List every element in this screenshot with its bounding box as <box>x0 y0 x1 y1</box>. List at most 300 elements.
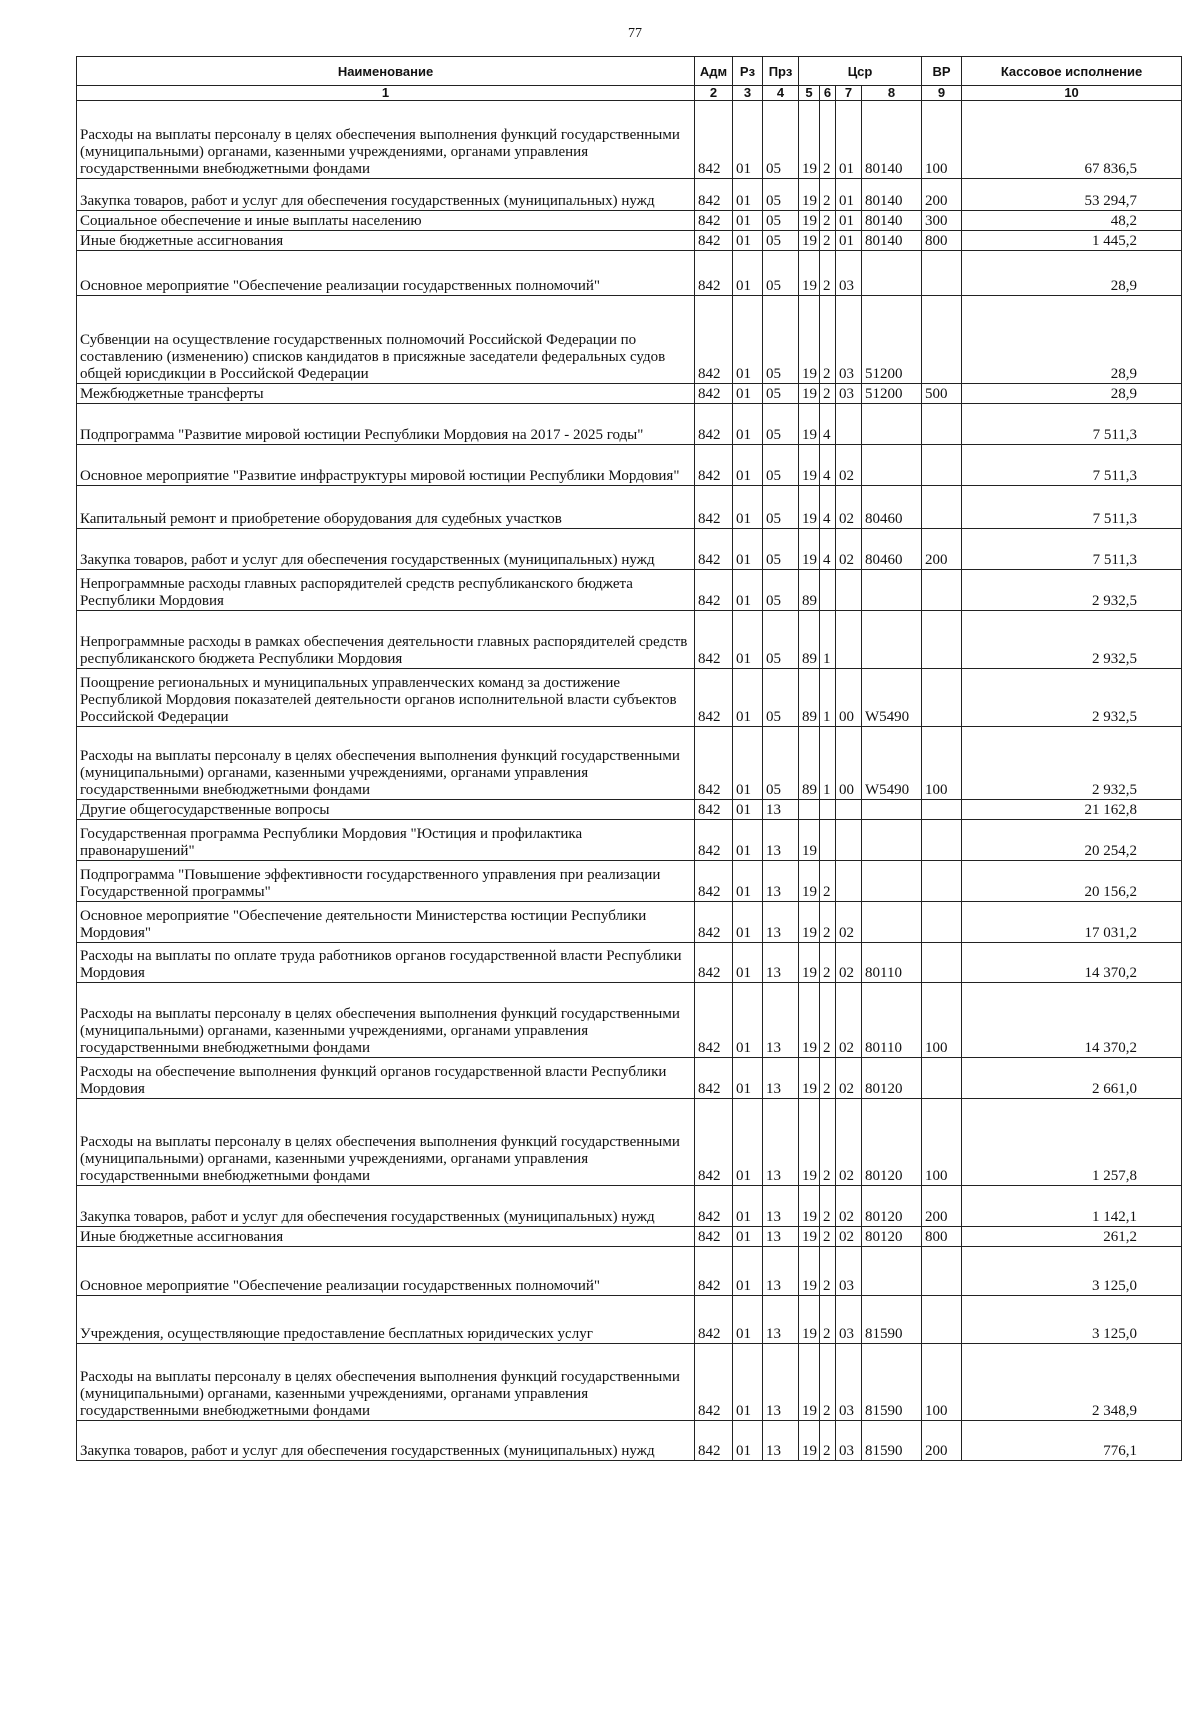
cell-c2 <box>820 800 836 820</box>
column-number: 10 <box>962 86 1182 101</box>
column-number: 3 <box>733 86 763 101</box>
cell-c2: 2 <box>820 1186 836 1227</box>
cell-rz: 01 <box>733 570 763 611</box>
cell-adm: 842 <box>695 1058 733 1099</box>
cell-name: Иные бюджетные ассигнования <box>77 1227 695 1247</box>
cell-vr <box>922 1058 962 1099</box>
cell-amount: 53 294,7 <box>962 179 1182 211</box>
cell-c3: 03 <box>836 1247 862 1296</box>
cell-c1: 19 <box>799 179 820 211</box>
cell-prz: 05 <box>763 486 799 529</box>
cell-c4: 80140 <box>862 231 922 251</box>
cell-name: Межбюджетные трансферты <box>77 384 695 404</box>
table-row <box>77 384 1182 404</box>
cell-c2: 2 <box>820 1296 836 1344</box>
cell-rz: 01 <box>733 211 763 231</box>
cell-name: Расходы на выплаты персоналу в целях обеспечения выполнения функций государственными (муниципальными) органами, казенными учреждениями, органами управления государственными внебюджетными фондами <box>77 727 695 800</box>
cell-adm: 842 <box>695 384 733 404</box>
cell-amount: 7 511,3 <box>962 529 1182 570</box>
cell-c3: 02 <box>836 1227 862 1247</box>
cell-prz: 05 <box>763 570 799 611</box>
cell-c2: 2 <box>820 1227 836 1247</box>
cell-adm: 842 <box>695 179 733 211</box>
cell-c3: 01 <box>836 179 862 211</box>
cell-c3: 03 <box>836 1344 862 1421</box>
cell-c3 <box>836 800 862 820</box>
cell-rz: 01 <box>733 486 763 529</box>
cell-c3: 02 <box>836 1099 862 1186</box>
cell-vr: 800 <box>922 231 962 251</box>
table-row <box>77 404 1182 445</box>
cell-vr <box>922 611 962 669</box>
cell-vr: 800 <box>922 1227 962 1247</box>
cell-prz: 13 <box>763 1296 799 1344</box>
cell-adm: 842 <box>695 611 733 669</box>
cell-c3: 02 <box>836 486 862 529</box>
cell-c1: 19 <box>799 1099 820 1186</box>
column-number: 2 <box>695 86 733 101</box>
cell-c2: 2 <box>820 861 836 902</box>
cell-name: Поощрение региональных и муниципальных управленческих команд за достижение Республикой Мордовия показателей деятельности органов исполнительной власти субъектов Российской Федерации <box>77 669 695 727</box>
cell-c3: 02 <box>836 983 862 1058</box>
table-row <box>77 1421 1182 1461</box>
cell-c4: 80120 <box>862 1227 922 1247</box>
cell-c3: 03 <box>836 251 862 296</box>
cell-amount: 3 125,0 <box>962 1247 1182 1296</box>
cell-rz: 01 <box>733 296 763 384</box>
cell-name: Закупка товаров, работ и услуг для обеспечения государственных (муниципальных) нужд <box>77 179 695 211</box>
cell-name: Капитальный ремонт и приобретение оборудования для судебных участков <box>77 486 695 529</box>
cell-vr <box>922 669 962 727</box>
cell-c1: 19 <box>799 296 820 384</box>
cell-rz: 01 <box>733 861 763 902</box>
cell-vr: 200 <box>922 179 962 211</box>
column-number: 7 <box>836 86 862 101</box>
column-number: 5 <box>799 86 820 101</box>
header-adm: Адм <box>695 57 733 86</box>
column-number: 4 <box>763 86 799 101</box>
cell-amount: 2 661,0 <box>962 1058 1182 1099</box>
cell-c2: 4 <box>820 445 836 486</box>
table-row <box>77 800 1182 820</box>
cell-adm: 842 <box>695 943 733 983</box>
table-row <box>77 570 1182 611</box>
cell-c1: 89 <box>799 570 820 611</box>
cell-c2: 2 <box>820 943 836 983</box>
cell-vr <box>922 943 962 983</box>
cell-adm: 842 <box>695 101 733 179</box>
cell-amount: 3 125,0 <box>962 1296 1182 1344</box>
cell-prz: 05 <box>763 445 799 486</box>
cell-adm: 842 <box>695 902 733 943</box>
cell-c3: 00 <box>836 727 862 800</box>
cell-amount: 28,9 <box>962 296 1182 384</box>
cell-c1: 19 <box>799 445 820 486</box>
cell-amount: 67 836,5 <box>962 101 1182 179</box>
cell-rz: 01 <box>733 1344 763 1421</box>
cell-vr: 100 <box>922 1344 962 1421</box>
cell-c4: 80110 <box>862 983 922 1058</box>
cell-c2: 2 <box>820 211 836 231</box>
cell-c4 <box>862 861 922 902</box>
cell-c4: 80140 <box>862 211 922 231</box>
cell-c1: 19 <box>799 1227 820 1247</box>
cell-c3: 03 <box>836 296 862 384</box>
cell-rz: 01 <box>733 1099 763 1186</box>
cell-amount: 2 348,9 <box>962 1344 1182 1421</box>
cell-vr: 100 <box>922 727 962 800</box>
cell-c1: 19 <box>799 820 820 861</box>
cell-adm: 842 <box>695 296 733 384</box>
cell-c4 <box>862 251 922 296</box>
cell-c2 <box>820 570 836 611</box>
table-row <box>77 820 1182 861</box>
cell-rz: 01 <box>733 101 763 179</box>
cell-adm: 842 <box>695 727 733 800</box>
cell-name: Расходы на выплаты персоналу в целях обеспечения выполнения функций государственными (муниципальными) органами, казенными учреждениями, органами управления государственными внебюджетными фондами <box>77 101 695 179</box>
cell-c2: 2 <box>820 1344 836 1421</box>
cell-c4: 81590 <box>862 1421 922 1461</box>
cell-c1: 19 <box>799 486 820 529</box>
cell-prz: 05 <box>763 384 799 404</box>
cell-prz: 13 <box>763 902 799 943</box>
column-number: 6 <box>820 86 836 101</box>
table-body <box>77 101 1182 1461</box>
cell-amount: 776,1 <box>962 1421 1182 1461</box>
cell-vr <box>922 902 962 943</box>
cell-c4 <box>862 570 922 611</box>
cell-c3: 01 <box>836 211 862 231</box>
header-vr: ВР <box>922 57 962 86</box>
cell-amount: 7 511,3 <box>962 404 1182 445</box>
cell-c1: 19 <box>799 384 820 404</box>
column-numbers-row <box>77 86 1182 101</box>
cell-c4 <box>862 1247 922 1296</box>
cell-c4: 80120 <box>862 1058 922 1099</box>
cell-c3 <box>836 570 862 611</box>
cell-rz: 01 <box>733 1058 763 1099</box>
cell-vr <box>922 486 962 529</box>
cell-c4 <box>862 800 922 820</box>
cell-prz: 13 <box>763 1099 799 1186</box>
cell-vr: 100 <box>922 983 962 1058</box>
cell-vr: 100 <box>922 101 962 179</box>
cell-c4 <box>862 445 922 486</box>
cell-name: Расходы на выплаты персоналу в целях обеспечения выполнения функций государственными (муниципальными) органами, казенными учреждениями, органами управления государственными внебюджетными фондами <box>77 983 695 1058</box>
cell-vr <box>922 861 962 902</box>
cell-c1: 19 <box>799 1421 820 1461</box>
cell-adm: 842 <box>695 404 733 445</box>
table-row <box>77 1344 1182 1421</box>
cell-name: Основное мероприятие "Обеспечение реализации государственных полномочий" <box>77 251 695 296</box>
cell-prz: 05 <box>763 101 799 179</box>
cell-c3: 02 <box>836 445 862 486</box>
cell-c3: 03 <box>836 1421 862 1461</box>
cell-rz: 01 <box>733 1186 763 1227</box>
cell-prz: 13 <box>763 1247 799 1296</box>
cell-prz: 05 <box>763 611 799 669</box>
cell-c1: 89 <box>799 727 820 800</box>
cell-c2: 4 <box>820 529 836 570</box>
cell-c2 <box>820 820 836 861</box>
cell-adm: 842 <box>695 445 733 486</box>
cell-c2: 2 <box>820 179 836 211</box>
cell-c4: W5490 <box>862 727 922 800</box>
column-number: 9 <box>922 86 962 101</box>
cell-name: Иные бюджетные ассигнования <box>77 231 695 251</box>
cell-prz: 13 <box>763 983 799 1058</box>
cell-prz: 05 <box>763 211 799 231</box>
column-number: 8 <box>862 86 922 101</box>
cell-c4: 80140 <box>862 179 922 211</box>
cell-prz: 13 <box>763 820 799 861</box>
cell-vr: 300 <box>922 211 962 231</box>
cell-c3 <box>836 820 862 861</box>
cell-c3 <box>836 861 862 902</box>
cell-vr <box>922 1296 962 1344</box>
cell-adm: 842 <box>695 1421 733 1461</box>
cell-c1: 89 <box>799 669 820 727</box>
table-row <box>77 1058 1182 1099</box>
table-row <box>77 101 1182 179</box>
cell-vr <box>922 445 962 486</box>
cell-adm: 842 <box>695 861 733 902</box>
cell-vr <box>922 570 962 611</box>
cell-rz: 01 <box>733 902 763 943</box>
table-row <box>77 529 1182 570</box>
cell-amount: 20 156,2 <box>962 861 1182 902</box>
cell-amount: 261,2 <box>962 1227 1182 1247</box>
cell-amount: 2 932,5 <box>962 570 1182 611</box>
cell-amount: 2 932,5 <box>962 669 1182 727</box>
table-row <box>77 669 1182 727</box>
page-number: 77 <box>628 26 642 41</box>
cell-rz: 01 <box>733 1296 763 1344</box>
cell-rz: 01 <box>733 820 763 861</box>
cell-c1: 19 <box>799 101 820 179</box>
cell-c2: 2 <box>820 251 836 296</box>
cell-vr: 200 <box>922 1186 962 1227</box>
cell-prz: 13 <box>763 943 799 983</box>
cell-amount: 17 031,2 <box>962 902 1182 943</box>
table-row <box>77 611 1182 669</box>
cell-c1: 19 <box>799 1344 820 1421</box>
cell-c3: 02 <box>836 943 862 983</box>
table-row <box>77 179 1182 211</box>
cell-c1: 19 <box>799 861 820 902</box>
cell-rz: 01 <box>733 983 763 1058</box>
cell-name: Закупка товаров, работ и услуг для обеспечения государственных (муниципальных) нужд <box>77 529 695 570</box>
cell-prz: 13 <box>763 800 799 820</box>
cell-name: Расходы на выплаты персоналу в целях обеспечения выполнения функций государственными (муниципальными) органами, казенными учреждениями, органами управления государственными внебюджетными фондами <box>77 1099 695 1186</box>
cell-adm: 842 <box>695 1344 733 1421</box>
cell-rz: 01 <box>733 231 763 251</box>
budget-table <box>76 56 1182 1461</box>
cell-c2: 2 <box>820 1099 836 1186</box>
table-row <box>77 902 1182 943</box>
cell-c3: 00 <box>836 669 862 727</box>
cell-c2: 4 <box>820 404 836 445</box>
cell-rz: 01 <box>733 529 763 570</box>
cell-vr <box>922 404 962 445</box>
cell-c1: 19 <box>799 251 820 296</box>
header-rz: Рз <box>733 57 763 86</box>
cell-c4 <box>862 404 922 445</box>
header-prz: Прз <box>763 57 799 86</box>
cell-vr <box>922 1247 962 1296</box>
cell-c1: 19 <box>799 404 820 445</box>
cell-adm: 842 <box>695 1247 733 1296</box>
cell-prz: 05 <box>763 727 799 800</box>
table-row <box>77 861 1182 902</box>
header-row <box>77 57 1182 86</box>
cell-amount: 1 142,1 <box>962 1186 1182 1227</box>
table-row <box>77 251 1182 296</box>
cell-adm: 842 <box>695 570 733 611</box>
cell-c1: 19 <box>799 983 820 1058</box>
cell-c2: 4 <box>820 486 836 529</box>
cell-c1: 19 <box>799 1247 820 1296</box>
cell-amount: 48,2 <box>962 211 1182 231</box>
cell-c3: 01 <box>836 231 862 251</box>
cell-rz: 01 <box>733 179 763 211</box>
cell-vr <box>922 820 962 861</box>
cell-c3: 02 <box>836 529 862 570</box>
cell-adm: 842 <box>695 800 733 820</box>
cell-amount: 14 370,2 <box>962 983 1182 1058</box>
cell-c2: 2 <box>820 1058 836 1099</box>
cell-amount: 1 445,2 <box>962 231 1182 251</box>
cell-c3: 02 <box>836 1058 862 1099</box>
cell-amount: 7 511,3 <box>962 445 1182 486</box>
cell-c4: 51200 <box>862 384 922 404</box>
cell-rz: 01 <box>733 445 763 486</box>
cell-c4: 80140 <box>862 101 922 179</box>
cell-c1: 19 <box>799 943 820 983</box>
cell-amount: 21 162,8 <box>962 800 1182 820</box>
cell-prz: 13 <box>763 861 799 902</box>
cell-c4: 80460 <box>862 529 922 570</box>
header-amount: Кассовое исполнение <box>962 57 1182 86</box>
table-row <box>77 211 1182 231</box>
cell-rz: 01 <box>733 943 763 983</box>
table-row <box>77 727 1182 800</box>
cell-c1: 19 <box>799 231 820 251</box>
cell-c1: 19 <box>799 211 820 231</box>
cell-c1: 19 <box>799 529 820 570</box>
cell-name: Подпрограмма "Повышение эффективности государственного управления при реализации Государственной программы" <box>77 861 695 902</box>
cell-adm: 842 <box>695 669 733 727</box>
cell-amount: 2 932,5 <box>962 611 1182 669</box>
cell-vr: 200 <box>922 529 962 570</box>
cell-name: Закупка товаров, работ и услуг для обеспечения государственных (муниципальных) нужд <box>77 1421 695 1461</box>
table-row <box>77 296 1182 384</box>
header-csr: Цср <box>799 57 922 86</box>
table-row <box>77 445 1182 486</box>
cell-name: Государственная программа Республики Мордовия "Юстиция и профилактика правонарушений" <box>77 820 695 861</box>
cell-c1: 19 <box>799 1058 820 1099</box>
cell-adm: 842 <box>695 820 733 861</box>
cell-name: Расходы на выплаты персоналу в целях обеспечения выполнения функций государственными (муниципальными) органами, казенными учреждениями, органами управления государственными внебюджетными фондами <box>77 1344 695 1421</box>
table-row <box>77 1247 1182 1296</box>
cell-adm: 842 <box>695 1296 733 1344</box>
cell-prz: 05 <box>763 669 799 727</box>
cell-name: Учреждения, осуществляющие предоставление бесплатных юридических услуг <box>77 1296 695 1344</box>
cell-name: Основное мероприятие "Обеспечение реализации государственных полномочий" <box>77 1247 695 1296</box>
cell-name: Основное мероприятие "Развитие инфраструктуры мировой юстиции Республики Мордовия" <box>77 445 695 486</box>
cell-c4 <box>862 902 922 943</box>
cell-c3: 02 <box>836 1186 862 1227</box>
cell-c2: 2 <box>820 902 836 943</box>
cell-name: Непрограммные расходы в рамках обеспечения деятельности главных распорядителей средств республиканского бюджета Республики Мордовия <box>77 611 695 669</box>
cell-c4: 80110 <box>862 943 922 983</box>
cell-c4: 81590 <box>862 1296 922 1344</box>
cell-prz: 05 <box>763 231 799 251</box>
cell-c2: 2 <box>820 296 836 384</box>
cell-amount: 1 257,8 <box>962 1099 1182 1186</box>
cell-amount: 7 511,3 <box>962 486 1182 529</box>
cell-c4: 80460 <box>862 486 922 529</box>
cell-prz: 13 <box>763 1227 799 1247</box>
cell-c1: 19 <box>799 1186 820 1227</box>
cell-c3: 03 <box>836 384 862 404</box>
cell-adm: 842 <box>695 251 733 296</box>
cell-prz: 05 <box>763 179 799 211</box>
cell-prz: 13 <box>763 1344 799 1421</box>
cell-c2: 1 <box>820 669 836 727</box>
cell-c1: 89 <box>799 611 820 669</box>
table-row <box>77 983 1182 1058</box>
cell-c2: 2 <box>820 101 836 179</box>
cell-c2: 1 <box>820 611 836 669</box>
cell-vr <box>922 251 962 296</box>
table-row <box>77 1099 1182 1186</box>
cell-c2: 1 <box>820 727 836 800</box>
cell-adm: 842 <box>695 231 733 251</box>
cell-c3 <box>836 611 862 669</box>
cell-amount: 2 932,5 <box>962 727 1182 800</box>
cell-prz: 05 <box>763 529 799 570</box>
cell-prz: 05 <box>763 296 799 384</box>
budget-table-container <box>76 56 1181 1461</box>
cell-adm: 842 <box>695 211 733 231</box>
cell-adm: 842 <box>695 486 733 529</box>
cell-adm: 842 <box>695 529 733 570</box>
cell-amount: 28,9 <box>962 251 1182 296</box>
cell-adm: 842 <box>695 983 733 1058</box>
cell-amount: 14 370,2 <box>962 943 1182 983</box>
table-row <box>77 1227 1182 1247</box>
cell-amount: 28,9 <box>962 384 1182 404</box>
cell-rz: 01 <box>733 1421 763 1461</box>
cell-rz: 01 <box>733 669 763 727</box>
cell-prz: 13 <box>763 1186 799 1227</box>
cell-c2: 2 <box>820 384 836 404</box>
cell-c4: 51200 <box>862 296 922 384</box>
table-row <box>77 1186 1182 1227</box>
cell-rz: 01 <box>733 404 763 445</box>
cell-c2: 2 <box>820 983 836 1058</box>
cell-c3: 01 <box>836 101 862 179</box>
cell-vr: 500 <box>922 384 962 404</box>
cell-c3: 03 <box>836 1296 862 1344</box>
cell-rz: 01 <box>733 384 763 404</box>
cell-name: Основное мероприятие "Обеспечение деятельности Министерства юстиции Республики Мордовия" <box>77 902 695 943</box>
cell-c3: 02 <box>836 902 862 943</box>
cell-c4: 80120 <box>862 1099 922 1186</box>
cell-rz: 01 <box>733 727 763 800</box>
cell-rz: 01 <box>733 251 763 296</box>
